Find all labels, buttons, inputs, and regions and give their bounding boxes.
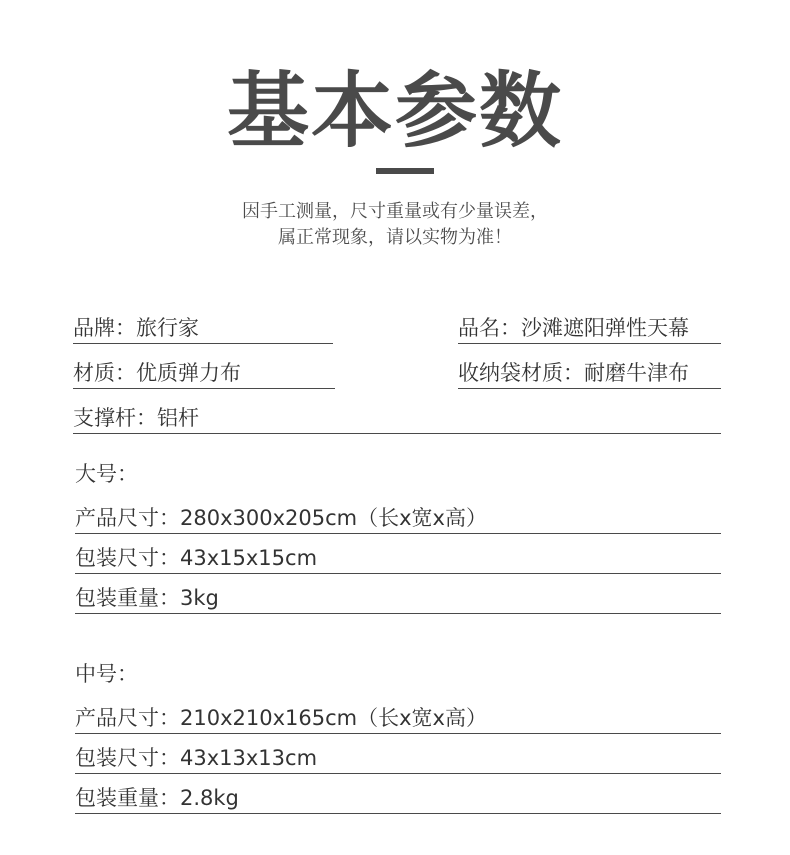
title-underline [376,168,434,174]
spec-row-value: 2.8kg [180,786,239,810]
field-material-label: 材质： [73,361,136,385]
spec-row-label: 产品尺寸： [75,706,180,730]
field-bag-material [458,358,721,389]
field-pole-value: 铝杆 [157,406,199,430]
spec-row-label: 包装尺寸： [75,746,180,770]
field-pole-label: 支撑杆： [73,406,157,430]
spec-row-value: 280x300x205cm（长x宽x高） [180,506,487,530]
field-product-name-label: 品名： [458,316,521,340]
spec-row-value: 3kg [180,586,219,610]
field-bag-material-value: 耐磨牛津布 [584,361,689,385]
spec-row [75,583,721,614]
notice-line-1: 因手工测量，尺寸重量或有少量误差， [242,201,548,222]
field-brand [73,313,333,344]
field-bag-material-label: 收纳袋材质： [458,361,584,385]
size-heading-large: 大号： [75,462,138,486]
spec-row [75,543,721,574]
spec-row [75,703,721,734]
spec-row [75,783,721,814]
spec-row-value: 210x210x165cm（长x宽x高） [180,706,487,730]
spec-row [75,743,721,774]
field-material [73,358,335,389]
field-product-name-value: 沙滩遮阳弹性天幕 [521,316,689,340]
spec-row-value: 43x13x13cm [180,746,318,770]
spec-row-value: 43x15x15cm [180,546,318,570]
field-brand-value: 旅行家 [136,316,199,340]
field-pole [73,403,721,434]
notice-line-2: 属正常现象，请以实物为准！ [278,227,512,248]
page-title: 基本参数 [226,64,563,159]
field-brand-label: 品牌： [73,316,136,340]
spec-row-label: 包装尺寸： [75,546,180,570]
field-product-name [458,313,721,344]
spec-row-label: 包装重量： [75,586,180,610]
size-heading-medium: 中号： [75,662,138,686]
spec-row-label: 产品尺寸： [75,506,180,530]
spec-row [75,503,721,534]
field-material-value: 优质弹力布 [136,361,241,385]
spec-row-label: 包装重量： [75,786,180,810]
